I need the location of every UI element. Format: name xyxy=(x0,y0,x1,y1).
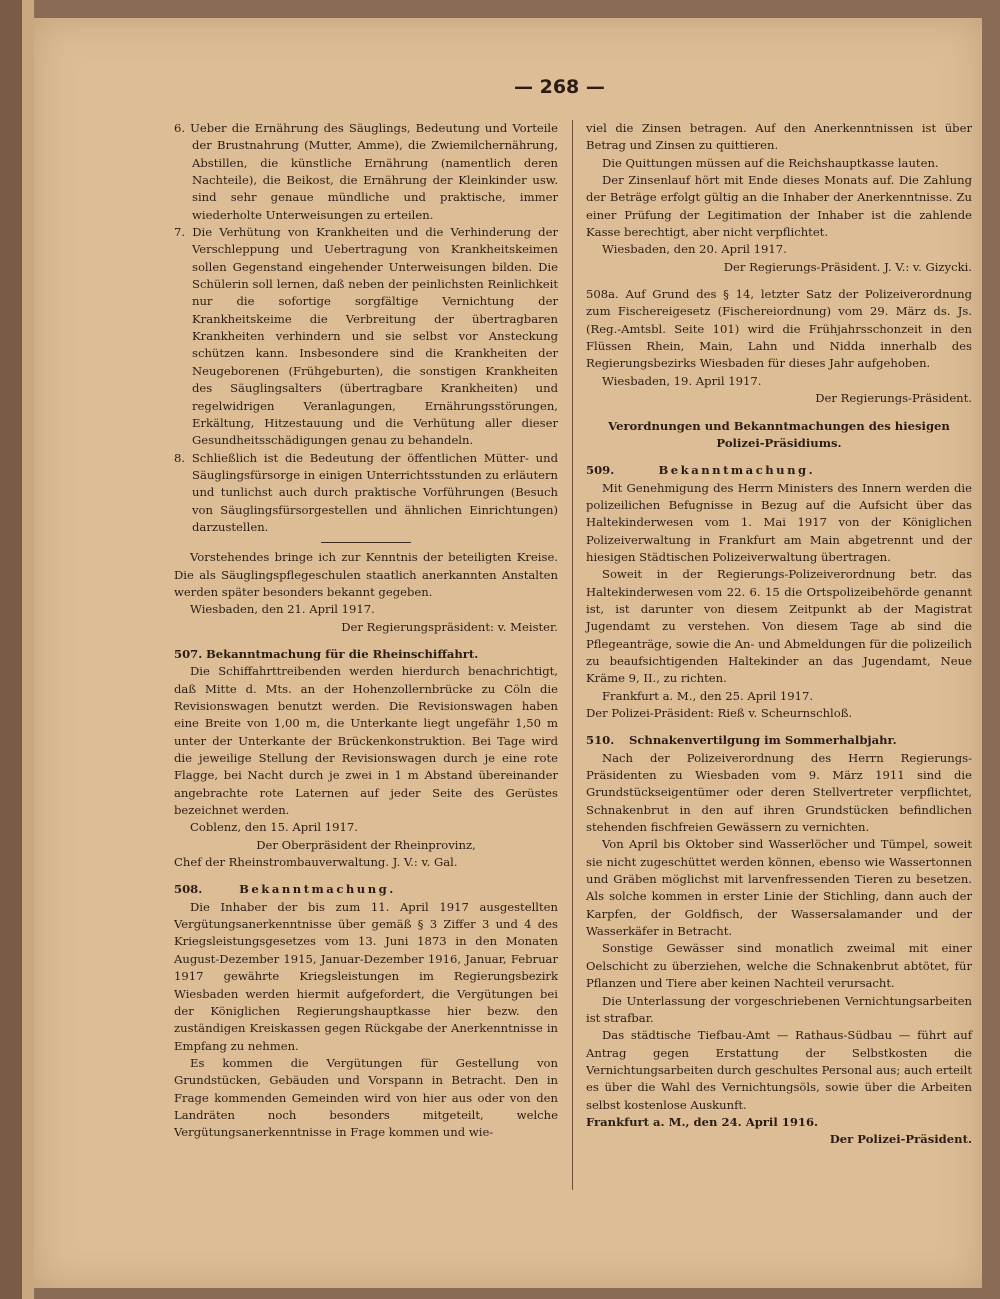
section-507-date: Coblenz, den 15. April 1917. xyxy=(190,820,358,835)
section-509-number: 509. xyxy=(586,463,615,478)
section-508a-signature: Der Regierungs-Präsident. xyxy=(815,391,972,406)
section-title-line-1: Verordnungen und Bekanntmachungen des hiesigen xyxy=(608,418,950,433)
item-6: 6. Ueber die Ernährung des Säuglings, Bedeutung und Vorteile der Brustnahrung (Mutter, Amme), die Zwiemilchernährung, Abstillen, die künstliche Ernährung (namentlich deren Nachteile), die Beikost, die Ernährung der Kleinkinder usw. sind sehr genaue mündliche und praktische, immer wiederholte Unterweisungen zu erteilen. xyxy=(174,121,558,222)
item-7: 7. Die Verhütung von Krankheiten und die Verhinderung der Verschleppung und Uebertragung von Krankheitskeimen sollen Gegenstand eingehender Unterweisungen bilden. Die Schülerin soll lernen, daß neben der peinlichsten Reinlichkeit nur die sofortige sorgfältige Vernichtung der Krankheitskeime die Verbreitung der übertragbaren Krankheiten verhindern und sie selbst vor Ansteckung schützen kann. Insbesondere sind die Krankheiten der Neugeborenen (Frühgeburten), die sonstigen Krankheiten des Säuglingsalters (übertragbare Krankheiten) und regelwidrigen Veranlagungen, Ernährungsstörungen, Erkältung, Hitzestauung und die Verhütung aller dieser Gesundheitsschädigungen genau zu behandeln. xyxy=(174,225,558,448)
section-508-continuation-3: Der Zinsenlauf hört mit Ende dieses Monats auf. Die Zahlung der Beträge erfolgt gültig an die Inhaber der Anerkenntnisse. Zu einer Prüfung der Legitimation der Inhaber ist die zahlende Kasse berechtigt, aber nicht verpflichtet. xyxy=(586,173,972,240)
section-508-text-1: Die Inhaber der bis zum 11. April 1917 ausgestellten Vergütungsanerkenntnisse über gemäß § 3 Ziffer 3 und 4 des Kriegsleistungsgesetzes vom 13. Juni 1873 in den Monaten August-Dezember 1915, Januar-Dezember 1916, Januar, Februar 1917 gewährte Kriegsleistungen im Regierungsbezirk Wiesbaden werden hiermit aufgefordert, die Vergütungen bei der Königlichen Regierungshauptkasse hier bezw. den zuständigen Kreiskassen gegen Rückgabe der Anerkenntnisse in Empfang zu nehmen. xyxy=(174,899,558,1053)
section-title-line-2: Polizei-Präsidiums. xyxy=(716,435,842,450)
section-510-text-3: Sonstige Gewässer sind monatlich zweimal mit einer Oelschicht zu überziehen, welche die Schnakenbrut abtötet, für Pflanzen und Tiere aber keinen Nachteil verursacht. xyxy=(586,941,972,991)
item-8: 8. Schließlich ist die Bedeutung der öffentlichen Mütter- und Säuglingsfürsorge in einigen Unterrichtsstunden zu erläutern und tunlichst auch durch praktische Vorführungen (Besuch von Säuglingsfürsorgestellen und ähnlichen Einrichtungen) darzustellen. xyxy=(174,450,558,534)
section-508-continuation-1: viel die Zinsen betragen. Auf den Anerkenntnissen ist über Betrag und Zinsen zu quittieren. xyxy=(586,121,972,153)
left-column xyxy=(174,120,558,1142)
section-507-title: Bekanntmachung für die Rheinschiffahrt. xyxy=(205,646,479,661)
document-page xyxy=(34,18,982,1288)
section-508a-date: Wiesbaden, 19. April 1917. xyxy=(602,373,762,388)
notice-signature: Der Regierungspräsident: v. Meister. xyxy=(341,619,558,634)
book-binding xyxy=(0,0,22,1299)
section-508-heading xyxy=(174,881,558,898)
section-510-text-2: Von April bis Oktober sind Wasserlöcher und Tümpel, soweit sie nicht zugeschüttet werden können, ebenso wie Wassertonnen und Gräben möglichst mit larvenfressenden Tieren zu besetzen. Als solche kommen in erster Linie der Stichling, dann auch der Karpfen, der Goldfisch, der Wassersalamander und der Wasserkäfer in Betracht. xyxy=(586,837,972,939)
section-510-heading xyxy=(586,732,972,749)
section-508-continuation-2: Die Quittungen müssen auf die Reichshauptkasse lauten. xyxy=(602,155,939,170)
section-510-number: 510. xyxy=(586,733,615,748)
section-507-text: Die Schiffahrttreibenden werden hierdurch benachrichtigt, daß Mitte d. Mts. an der Hohenzollernbrücke zu Cöln die Revisionswagen benutzt werden. Die Revisionswagen haben eine Breite von 1,00 m, die Unterkante liegt ungefähr 1,50 m unter der Unterkante der Brückenkonstruktion. Bei Tage wird die jeweilige Stellung der Revisionswagen durch je eine rote Flagge, bei Nacht durch je zwei in 1 m Abstand übereinander angebrachte rote Laternen auf jeder Seite des Gerüstes bezeichnet werden. xyxy=(174,664,558,818)
section-510-text-1: Nach der Polizeiverordnung des Herrn Regierungs-Präsidenten zu Wiesbaden vom 9. März 1911 sind die Grundstückseigentümer oder deren Stellvertreter verpflichtet, Schnakenbrut in den auf ihren Grundstücken befindlichen stehenden fischfreien Gewässern zu vernichten. xyxy=(586,750,972,835)
section-508-signature: Der Regierungs-Präsident. J. V.: v. Gizycki. xyxy=(723,259,972,274)
section-509-signature: Der Polizei-Präsident: Rieß v. Scheurnschloß. xyxy=(586,706,853,720)
section-509-text-1: Mit Genehmigung des Herrn Ministers des Innern werden die polizeilichen Befugnisse in Bezug auf die Aufsicht über das Haltekinderwesen vom 1. Mai 1917 von der Königlichen Polizeiverwaltung in Frankfurt am Main abgetrennt und der hiesigen Städtischen Polizeiverwaltung übertragen. xyxy=(586,480,972,564)
section-509-date: Frankfurt a. M., den 25. April 1917. xyxy=(602,688,814,703)
section-507-signature-2: Chef der Rheinstrombauverwaltung. J. V.: v. Gal. xyxy=(174,855,458,870)
notice-text: Vorstehendes bringe ich zur Kenntnis der beteiligten Kreise. Die als Säuglingspflegeschulen staatlich anerkannten Anstalten werden später besonders bekannt gegeben. xyxy=(174,550,558,599)
page-number: — 268 — xyxy=(514,76,605,98)
section-510-title: Schnakenvertilgung im Sommerhalbjahr. xyxy=(629,733,897,748)
right-column xyxy=(586,120,972,1149)
divider xyxy=(321,542,411,543)
section-510-text-4: Die Unterlassung der vorgeschriebenen Vernichtungsarbeiten ist strafbar. xyxy=(586,993,972,1025)
section-510-text-5: Das städtische Tiefbau-Amt — Rathaus-Südbau — führt auf Antrag gegen Erstattung der Selbstkosten die Vernichtungsarbeiten durch geschultes Personal aus; auch erteilt es über die Wahl des Vernichtungsöls, sowie über die Arbeiten selbst kostenlose Auskunft. xyxy=(586,1028,972,1112)
page-edge xyxy=(22,0,34,1299)
section-507-number: 507. xyxy=(174,646,203,661)
section-507-signature-1: Der Oberpräsident der Rheinprovinz, xyxy=(256,837,476,852)
section-508a-text: 508a. Auf Grund des § 14, letzter Satz der Polizeiverordnung zum Fischereigesetz (Fischereiordnung) vom 29. März ds. Js. (Reg.-Amtsbl. Seite 101) wird die Frühjahrsschonzeit in den Flüssen Rhein, Main, Lahn und Nidda innerhalb des Regierungsbezirks Wiesbaden für dieses Jahr aufgehoben. xyxy=(586,287,972,371)
section-509-title: Bekanntmachung. xyxy=(658,463,816,478)
section-510-date: Frankfurt a. M., den 24. April 1916. xyxy=(586,1114,819,1129)
notice-date: Wiesbaden, den 21. April 1917. xyxy=(190,602,375,617)
section-508-title: Bekanntmachung. xyxy=(239,882,396,897)
section-508-date: Wiesbaden, den 20. April 1917. xyxy=(602,242,787,257)
section-509-heading xyxy=(586,462,972,479)
section-507-heading xyxy=(174,646,558,663)
section-510-signature: Der Polizei-Präsident. xyxy=(829,1132,972,1147)
section-508-number: 508. xyxy=(174,882,203,897)
column-rule xyxy=(572,120,573,1190)
section-509-text-2: Soweit in der Regierungs-Polizeiverordnung betr. das Haltekinderwesen vom 22. 6. 15 die Ortspolizeibehörde genannt ist, ist darunter von diesem Zeitpunkt ab der Magistrat Jugendamt zu verstehen. Von diesem Tage ab sind die Pflegeanträge, sowie die An- und Abmeldungen für die polizeilich zu beaufsichtigenden Haltekinder an das Jugendamt, Neue Kräme 9, II., zu richten. xyxy=(586,567,972,686)
section-508-text-2: Es kommen die Vergütungen für Gestellung von Grundstücken, Gebäuden und Vorspann in Betracht. Den in Frage kommenden Gemeinden wird von hier aus oder von den Landräten noch besonders mitgeteilt, welche Vergütungsanerkenntnisse in Frage kommen und wie- xyxy=(174,1055,558,1140)
